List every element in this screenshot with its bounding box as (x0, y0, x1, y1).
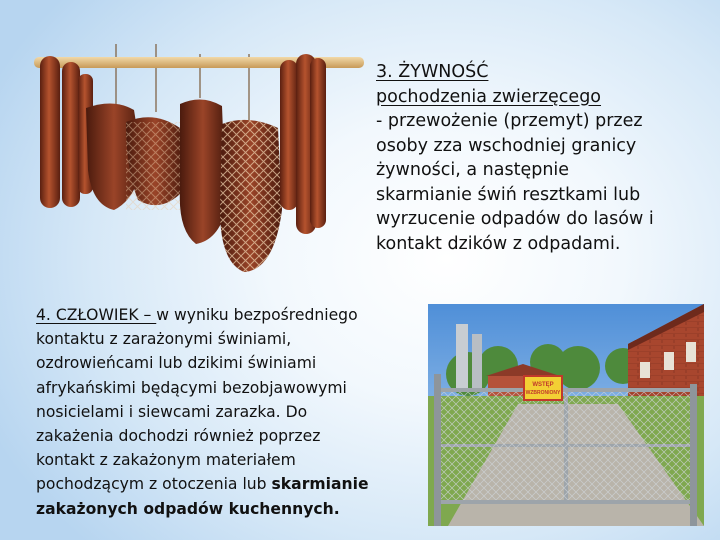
section-4-line: nosicielami i siewcami zarazka. Do (36, 402, 308, 421)
section-3-subheading: pochodzenia zwierzęcego (376, 86, 602, 107)
section-3-line: - przewożenie (przemyt) przez (376, 111, 643, 131)
section-4-line: kontakt z zakażonym materiałem (36, 451, 296, 470)
section-3-line: osoby zza wschodniej granicy (376, 135, 637, 156)
section-4-heading: 4. CZŁOWIEK – (36, 306, 157, 324)
section-4-bold-text: skarmianie (271, 475, 369, 494)
section-4-line-mixed (36, 472, 416, 496)
section-4-line-rest: w wyniku bezpośredniego (156, 306, 358, 324)
section-4-first-line (36, 303, 416, 327)
section-4-line: zakażenia dochodzi również poprzez (36, 427, 321, 446)
section-3-line: żywności, a następnie (376, 160, 570, 180)
smoked-meats-image (34, 40, 364, 275)
section-4-line: afrykańskimi będącymi bezobjawowymi (36, 378, 347, 397)
section-4-line: ozdrowieńcami lub dzikimi świniami (36, 354, 317, 373)
section-3-heading: 3. ŻYWNOŚĆ (376, 62, 489, 82)
section-3-text (376, 60, 706, 256)
gate-sign-line1: WSTĘP (532, 382, 554, 388)
gate-sign-line2: WZBRONIONY (525, 390, 561, 396)
section-4-line: kontaktu z zarażonymi świniami, (36, 330, 292, 349)
section-4-text (36, 303, 416, 521)
section-4-line-normal: pochodzącym z otoczenia lub (36, 475, 272, 494)
farm-gate-image (428, 304, 704, 526)
section-3-line: skarmianie świń resztkami lub (376, 184, 641, 205)
section-4-bold-line: zakażonych odpadów kuchennych. (36, 499, 340, 518)
section-3-line: wyrzucenie odpadów do lasów i (376, 209, 654, 229)
section-3-line: kontakt dzików z odpadami. (376, 233, 621, 254)
